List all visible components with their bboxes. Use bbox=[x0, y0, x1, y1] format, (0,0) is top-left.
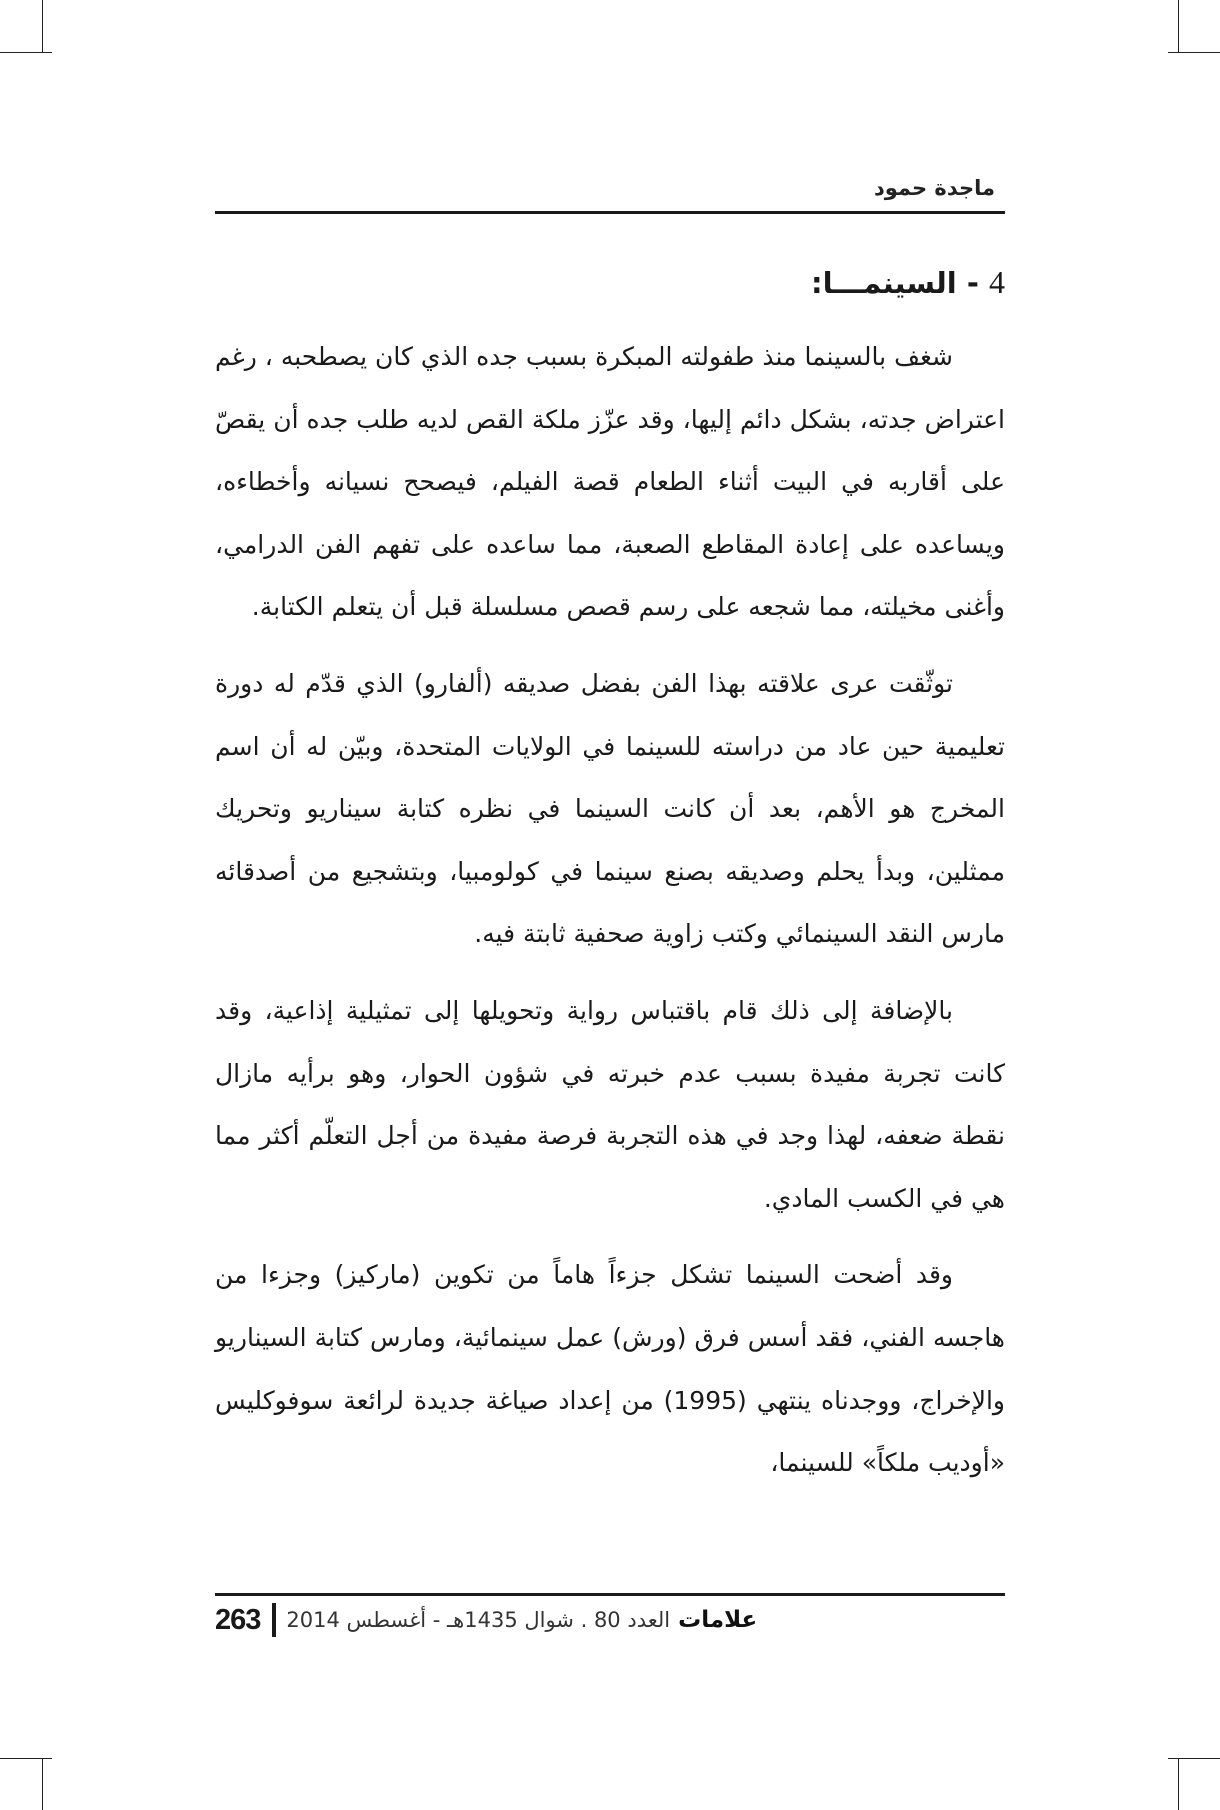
page-number: 263 bbox=[215, 1603, 261, 1636]
paragraph: توثّقت عرى علاقته بهذا الفن بفضل صديقه (ألفارو) الذي قدّم له دورة تعليمية حين عاد من دراسته للسينما في الولايات المتحدة، وبيّن له أن اسم المخرج هو الأهم، بعد أن كانت السينما في نظره كتابة سيناريو وتحريك ممثلين، وبدأ يحلم وصديقه بصنع سينما في كولومبيا، وبتشجيع من أصدقائه مارس النقد السينمائي وكتب زاوية صحفية ثابتة فيه. bbox=[215, 668, 1005, 949]
section-heading bbox=[215, 262, 1005, 303]
footer-divider bbox=[272, 1603, 276, 1637]
author-name: ماجدة حمود bbox=[873, 176, 995, 200]
page-footer bbox=[215, 1600, 815, 1640]
crop-mark bbox=[1178, 0, 1179, 52]
running-head bbox=[215, 176, 1005, 200]
paragraph: بالإضافة إلى ذلك قام باقتباس رواية وتحويلها إلى تمثيلية إذاعية، وقد كانت تجربة مفيدة بسبب عدم خبرته في شؤون الحوار، وهو برأيه مازال نقطة ضعفه، لهذا وجد في هذه التجربة فرصة مفيدة من أجل التعلّم أكثر مما هي في الكسب المادي. bbox=[215, 995, 1005, 1213]
journal-logo: علامات bbox=[678, 1607, 758, 1633]
article-body bbox=[215, 326, 1005, 1509]
header-rule bbox=[215, 211, 1005, 214]
crop-mark bbox=[0, 52, 52, 53]
crop-mark bbox=[42, 0, 43, 52]
section-separator: - bbox=[966, 266, 979, 300]
crop-mark bbox=[1168, 52, 1220, 53]
footer-rule bbox=[215, 1593, 1005, 1596]
paragraph: شغف بالسينما منذ طفولته المبكرة بسبب جده الذي كان يصطحبه ، رغم اعتراض جدته، بشكل دائم إليها، وقد عزّز ملكة القص لديه طلب جده أن يقصّ على أقاربه في البيت أثناء الطعام قصة الفيلم، فيصحح نسيانه وأخطاءه، ويساعده على إعادة المقاطع الصعبة، مما ساعده على تفهم الفن الدرامي، وأغنى مخيلته، مما شجعه على رسم قصص مسلسلة قبل أن يتعلم الكتابة. bbox=[215, 342, 1005, 622]
section-colon: : bbox=[811, 266, 823, 300]
crop-mark bbox=[1168, 1758, 1220, 1759]
crop-mark bbox=[0, 1758, 52, 1759]
crop-mark bbox=[42, 1758, 43, 1810]
crop-mark bbox=[1178, 1758, 1179, 1810]
issue-info: العدد 80 . شوال 1435هـ - أغسطس 2014 bbox=[286, 1608, 671, 1632]
section-title: السينمـــا bbox=[822, 266, 957, 300]
section-number: 4 bbox=[989, 264, 1005, 300]
paragraph: وقد أضحت السينما تشكل جزءاً هاماً من تكوين (ماركيز) وجزءا من هاجسه الفني، فقد أسس فرق (ورش) عمل سينمائية، ومارس كتابة السيناريو والإخراج، ووجدناه ينتهي (1995) من إعداد صياغة جديدة لرائعة سوفوكليس «أوديب ملكاً» للسينما، bbox=[215, 1260, 1005, 1478]
